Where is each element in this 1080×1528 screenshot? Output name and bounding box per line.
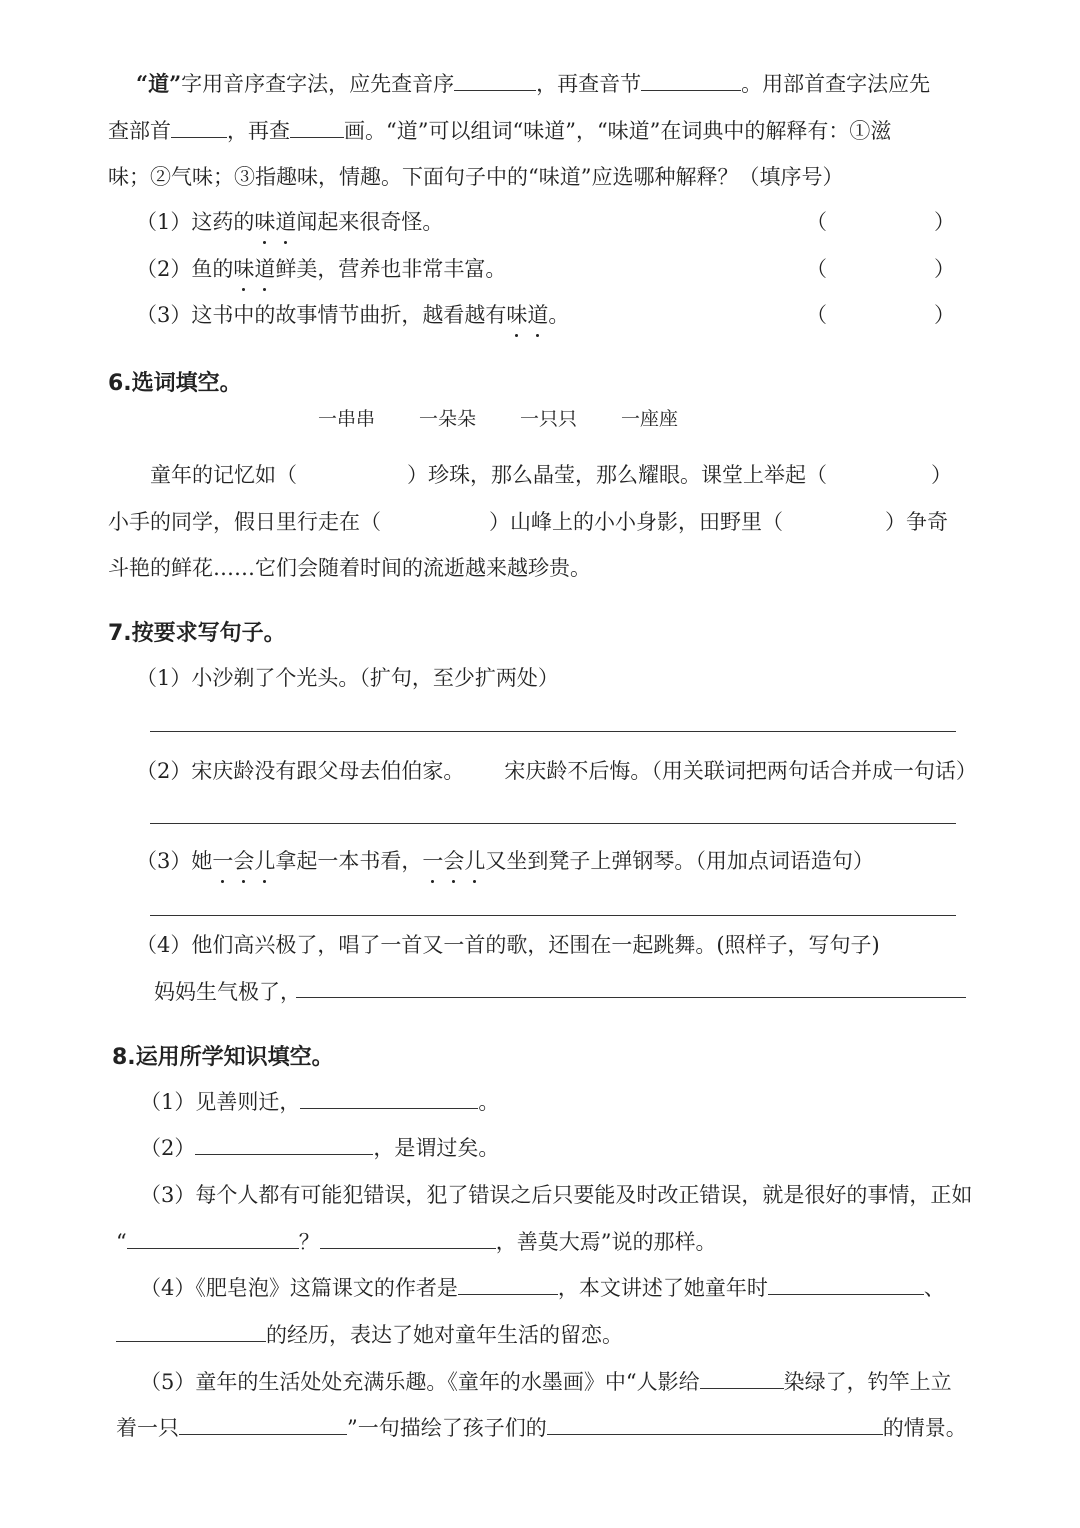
q8-item-4-line-1: （4）《肥皂泡》这篇课文的作者是 ，本文讲述了她童年时 、 xyxy=(140,1276,945,1300)
q5-answer-2-close: ） xyxy=(934,257,955,281)
q8-title: 8.运用所学知识填空。 xyxy=(112,1045,334,1070)
q6-title: 6.选词填空。 xyxy=(108,371,242,396)
q7-item-3: （3）她一会儿拿起一本书看，一会儿又坐到凳子上弹钢琴。（用加点词语造句） xyxy=(136,845,874,875)
q5-line-3: 味；②气味；③指趣味，情趣。下面句子中的“味道”应选哪种解释？（填序号） xyxy=(108,165,844,189)
q5-answer-2-open: （ xyxy=(806,257,827,281)
option-chuan: 一串串 xyxy=(318,408,376,430)
q6-word-options xyxy=(318,404,722,431)
q7-item-4: （4）他们高兴极了，唱了一首又一首的歌，还围在一起跳舞。(照样子，写句子) xyxy=(136,933,880,957)
q8-item-3-line-1: （3）每个人都有可能犯错误，犯了错误之后只要能及时改正错误，就是很好的事情，正如 xyxy=(140,1183,973,1207)
q7-title: 7.按要求写句子。 xyxy=(108,621,286,646)
q7-answer-line-3[interactable] xyxy=(150,915,956,916)
q7-answer-line-1[interactable] xyxy=(150,731,956,732)
dotted-word: 一会儿 xyxy=(422,849,485,873)
blank-huashu[interactable] xyxy=(290,117,344,138)
q6-para-line-2: 小手的同学，假日里行走在（ ）山峰上的小小身影，田野里（ ）争奇 xyxy=(108,510,948,534)
q5-answer-3-open: （ xyxy=(806,303,827,327)
q5-char-dao: “道” xyxy=(136,71,182,96)
q6-para-line-1: 童年的记忆如（ ）珍珠，那么晶莹，那么耀眼。课堂上举起（ ） xyxy=(150,463,952,487)
blank-8-3a[interactable] xyxy=(127,1228,299,1249)
blank-yinxu[interactable] xyxy=(454,70,536,91)
q8-item-5-line-1: （5）童年的生活处处充满乐趣。《童年的水墨画》中“人影给 染绿了，钓竿上立 xyxy=(140,1370,952,1394)
q7-item-1: （1）小沙剃了个光头。（扩句，至少扩两处） xyxy=(136,666,559,690)
q8-item-1: （1）见善则迁， 。 xyxy=(140,1090,500,1114)
dotted-word: 味道 xyxy=(506,303,548,327)
q5-item-2: （2）鱼的味道鲜美，营养也非常丰富。 xyxy=(136,253,506,283)
option-zuo: 一座座 xyxy=(621,408,679,430)
q5-line-2: 查部首 ，再查 画。“道”可以组词“味道”，“味道”在词典中的解释有：①滋 xyxy=(108,119,892,143)
q5-answer-1-close: ） xyxy=(934,210,955,234)
q5-item-3: （3）这书中的故事情节曲折，越看越有味道。 xyxy=(136,299,569,329)
blank-8-5a[interactable] xyxy=(700,1368,784,1389)
q7-answer-line-2[interactable] xyxy=(150,823,956,824)
q7-item-4-answer-prompt: 妈妈生气极了， xyxy=(154,980,301,1004)
q7-answer-line-4[interactable] xyxy=(296,997,966,998)
q5-line-1: “道”字用音序查字法，应先查音序 ，再查音节 。用部首查字法应先 xyxy=(136,71,931,96)
dotted-word: 味道 xyxy=(254,210,296,234)
blank-8-4b[interactable] xyxy=(768,1274,924,1295)
q5-answer-3-close: ） xyxy=(934,303,955,327)
dotted-word: 味道 xyxy=(233,257,275,281)
q8-item-3-line-2: “ ？ ，善莫大焉”说的那样。 xyxy=(116,1230,717,1254)
blank-8-5b[interactable] xyxy=(179,1414,347,1435)
dotted-word: 一会儿 xyxy=(212,849,275,873)
blank-8-1[interactable] xyxy=(300,1088,478,1109)
blank-8-3b[interactable] xyxy=(320,1228,496,1249)
q8-item-2: （2） ，是谓过矣。 xyxy=(140,1136,500,1160)
blank-8-2[interactable] xyxy=(195,1134,373,1155)
blank-yinjie[interactable] xyxy=(641,70,741,91)
blank-8-4a[interactable] xyxy=(458,1274,558,1295)
option-duo: 一朵朵 xyxy=(419,408,477,430)
q8-item-5-line-2: 着一只 ”一句描绘了孩子们的 的情景。 xyxy=(116,1416,967,1440)
q5-answer-1-open: （ xyxy=(806,210,827,234)
q7-item-2: （2）宋庆龄没有跟父母去伯伯家。 宋庆龄不后悔。（用关联词把两句话合并成一句话） xyxy=(136,759,977,783)
q6-para-line-3: 斗艳的鲜花……它们会随着时间的流逝越来越珍贵。 xyxy=(108,556,591,580)
option-zhi: 一只只 xyxy=(520,408,578,430)
blank-8-4c[interactable] xyxy=(116,1321,266,1342)
q8-item-4-line-2: 的经历，表达了她对童年生活的留恋。 xyxy=(116,1319,623,1349)
q5-item-1: （1）这药的味道闻起来很奇怪。 xyxy=(136,206,443,236)
blank-bushou[interactable] xyxy=(171,117,227,138)
blank-8-5c[interactable] xyxy=(547,1414,883,1435)
